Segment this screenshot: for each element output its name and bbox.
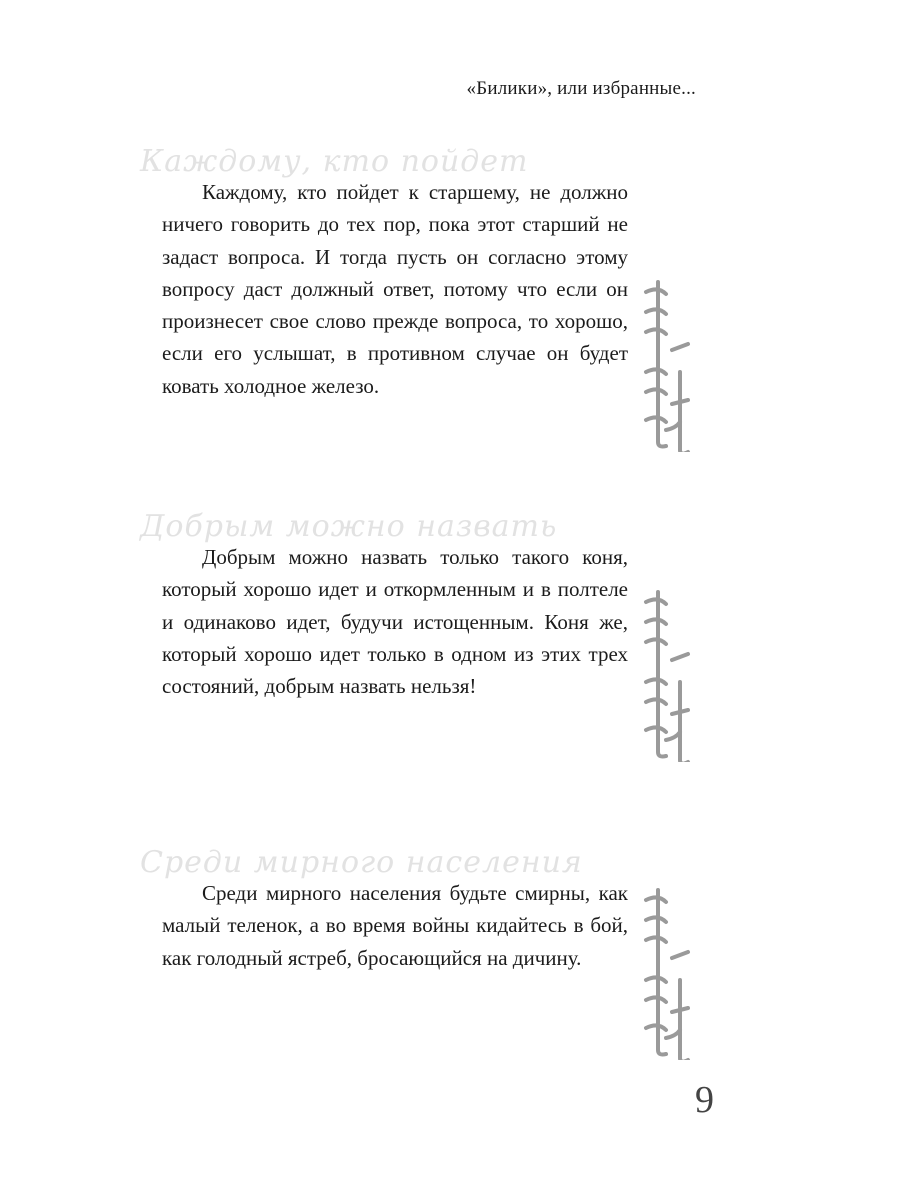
- section-1: [140, 144, 628, 402]
- mongolian-script-ornament-icon: [636, 582, 696, 762]
- mongolian-script-ornament-icon: [636, 272, 696, 452]
- section-title: Среди мирного населения: [140, 845, 583, 880]
- running-head: «Билики», или избранные...: [466, 78, 696, 99]
- section-title: Добрым можно назвать: [140, 509, 558, 544]
- section-2: [140, 509, 628, 702]
- section-text: Добрым можно назвать только такого коня, который хорошо идет и откормленным и в полтеле и одинаково идет, будучи истощенным. Коня же, который хорошо идет только в одном из этих трех состояний, добрым назвать нельзя!: [162, 545, 628, 699]
- section-text: Каждому, кто пойдет к старшему, не должно ничего говорить до тех пор, пока этот старший не задаст вопроса. И тогда пусть он согласно этому вопросу даст должный ответ, потому что если он произнесет свое слово прежде вопроса, то хорошо, если его услышат, в противном случае он будет ковать холодное железо.: [162, 180, 628, 398]
- section-3: [140, 845, 628, 974]
- section-text: Среди мирного населения будьте смирны, как малый теленок, а во время войны кидайтесь в бой, как голодный ястреб, бросающийся на дичину.: [162, 881, 628, 970]
- section-title: Каждому, кто пойдет: [140, 144, 529, 179]
- page-number: 9: [695, 1079, 714, 1121]
- mongolian-script-ornament-icon: [636, 880, 696, 1060]
